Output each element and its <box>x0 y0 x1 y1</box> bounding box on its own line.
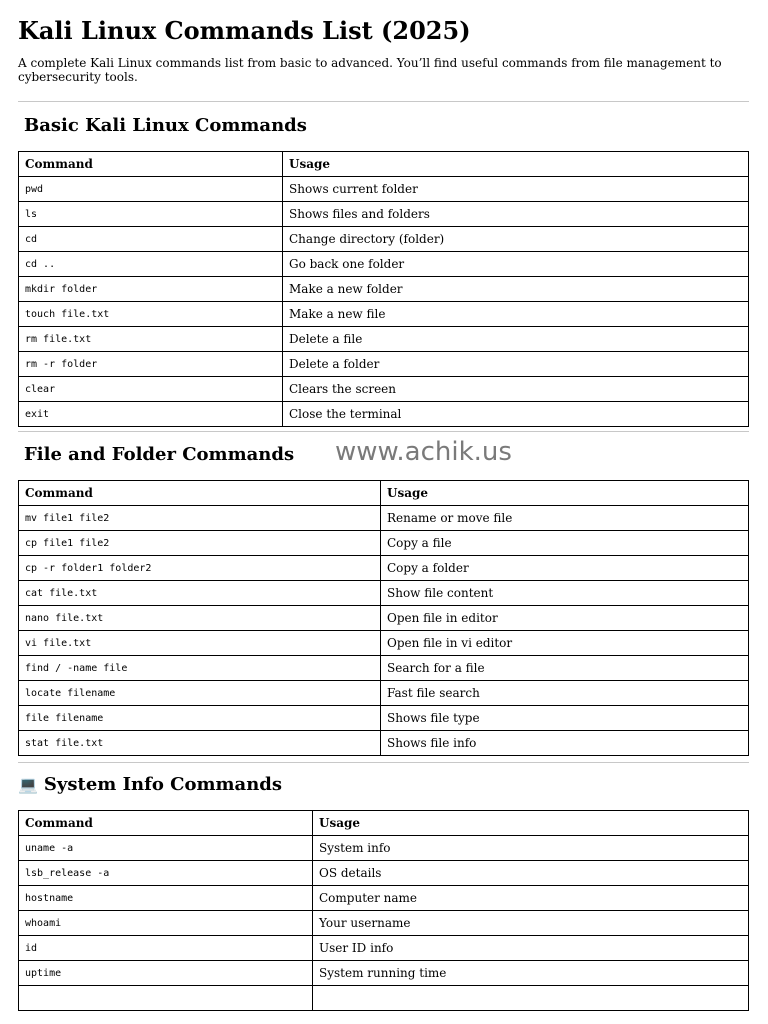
command-cell: whoami <box>19 911 313 936</box>
section-heading-system-label: System Info Commands <box>43 774 283 795</box>
command-cell: nano file.txt <box>19 606 381 631</box>
usage-cell: Close the terminal <box>283 402 749 427</box>
intro-paragraph: A complete Kali Linux commands list from basic to advanced. You’ll find useful commands from file management to cybersecurity tools. <box>18 56 722 84</box>
command-cell: mkdir folder <box>19 277 283 302</box>
table-row <box>19 277 749 302</box>
usage-cell: Clears the screen <box>283 377 749 402</box>
command-cell: cat file.txt <box>19 581 381 606</box>
table-row <box>19 531 749 556</box>
usage-cell: Go back one folder <box>283 252 749 277</box>
column-header-command: Command <box>19 481 381 506</box>
table-row <box>19 252 749 277</box>
command-cell: mv file1 file2 <box>19 506 381 531</box>
command-cell: file filename <box>19 706 381 731</box>
table-row <box>19 506 749 531</box>
command-cell: rm -r folder <box>19 352 283 377</box>
usage-cell: Shows files and folders <box>283 202 749 227</box>
column-header-usage: Usage <box>313 811 749 836</box>
divider <box>18 101 749 102</box>
table-row <box>19 556 749 581</box>
command-cell: clear <box>19 377 283 402</box>
divider <box>18 762 749 763</box>
usage-cell: Change directory (folder) <box>283 227 749 252</box>
usage-cell: Make a new folder <box>283 277 749 302</box>
divider <box>18 431 749 432</box>
table-file-folder-commands <box>18 480 749 756</box>
table-row <box>19 352 749 377</box>
usage-cell: User ID info <box>313 936 749 961</box>
command-cell: uname -a <box>19 836 313 861</box>
usage-cell: Open file in editor <box>381 606 749 631</box>
table-row <box>19 886 749 911</box>
table-row <box>19 227 749 252</box>
command-cell: exit <box>19 402 283 427</box>
table-row <box>19 961 749 986</box>
usage-cell: Copy a file <box>381 531 749 556</box>
table-row <box>19 706 749 731</box>
usage-cell: Delete a file <box>283 327 749 352</box>
table-row <box>19 606 749 631</box>
table-system-info-commands <box>18 810 749 1011</box>
table-row <box>19 202 749 227</box>
table-basic-commands <box>18 151 749 427</box>
usage-cell: System running time <box>313 961 749 986</box>
command-cell: vi file.txt <box>19 631 381 656</box>
table-row <box>19 731 749 756</box>
usage-cell: Search for a file <box>381 656 749 681</box>
command-cell: pwd <box>19 177 283 202</box>
usage-cell: Shows file info <box>381 731 749 756</box>
table-row <box>19 861 749 886</box>
table-header-row <box>19 481 749 506</box>
command-cell: find / -name file <box>19 656 381 681</box>
table-header-row <box>19 152 749 177</box>
command-cell: id <box>19 936 313 961</box>
usage-cell: Make a new file <box>283 302 749 327</box>
computer-icon: 💻 <box>18 775 38 794</box>
command-cell: uptime <box>19 961 313 986</box>
command-cell: cd <box>19 227 283 252</box>
column-header-command: Command <box>19 811 313 836</box>
column-header-usage: Usage <box>381 481 749 506</box>
section-heading-files: File and Folder Commands <box>24 444 295 465</box>
command-cell: touch file.txt <box>19 302 283 327</box>
table-row <box>19 581 749 606</box>
table-row <box>19 836 749 861</box>
command-cell: lsb_release -a <box>19 861 313 886</box>
command-cell: cd .. <box>19 252 283 277</box>
command-cell: cp -r folder1 folder2 <box>19 556 381 581</box>
command-cell <box>19 986 313 1011</box>
table-row <box>19 377 749 402</box>
usage-cell: Your username <box>313 911 749 936</box>
usage-cell: Fast file search <box>381 681 749 706</box>
usage-cell: Show file content <box>381 581 749 606</box>
table-header-row <box>19 811 749 836</box>
table-row <box>19 631 749 656</box>
usage-cell: System info <box>313 836 749 861</box>
command-cell: locate filename <box>19 681 381 706</box>
table-row <box>19 656 749 681</box>
usage-cell: Delete a folder <box>283 352 749 377</box>
usage-cell: Copy a folder <box>381 556 749 581</box>
column-header-usage: Usage <box>283 152 749 177</box>
usage-cell: Computer name <box>313 886 749 911</box>
usage-cell: Open file in vi editor <box>381 631 749 656</box>
usage-cell <box>313 986 749 1011</box>
table-row <box>19 911 749 936</box>
column-header-command: Command <box>19 152 283 177</box>
section-heading-basic: Basic Kali Linux Commands <box>24 115 307 136</box>
command-cell: ls <box>19 202 283 227</box>
watermark: www.achik.us <box>335 437 512 467</box>
command-cell: cp file1 file2 <box>19 531 381 556</box>
table-row <box>19 302 749 327</box>
page-title: Kali Linux Commands List (2025) <box>18 16 471 45</box>
command-cell: rm file.txt <box>19 327 283 352</box>
usage-cell: Rename or move file <box>381 506 749 531</box>
table-row <box>19 402 749 427</box>
table-row <box>19 936 749 961</box>
usage-cell: Shows current folder <box>283 177 749 202</box>
usage-cell: OS details <box>313 861 749 886</box>
table-row <box>19 327 749 352</box>
table-row <box>19 681 749 706</box>
table-row <box>19 986 749 1011</box>
command-cell: hostname <box>19 886 313 911</box>
usage-cell: Shows file type <box>381 706 749 731</box>
table-row <box>19 177 749 202</box>
command-cell: stat file.txt <box>19 731 381 756</box>
section-heading-system <box>18 774 749 796</box>
